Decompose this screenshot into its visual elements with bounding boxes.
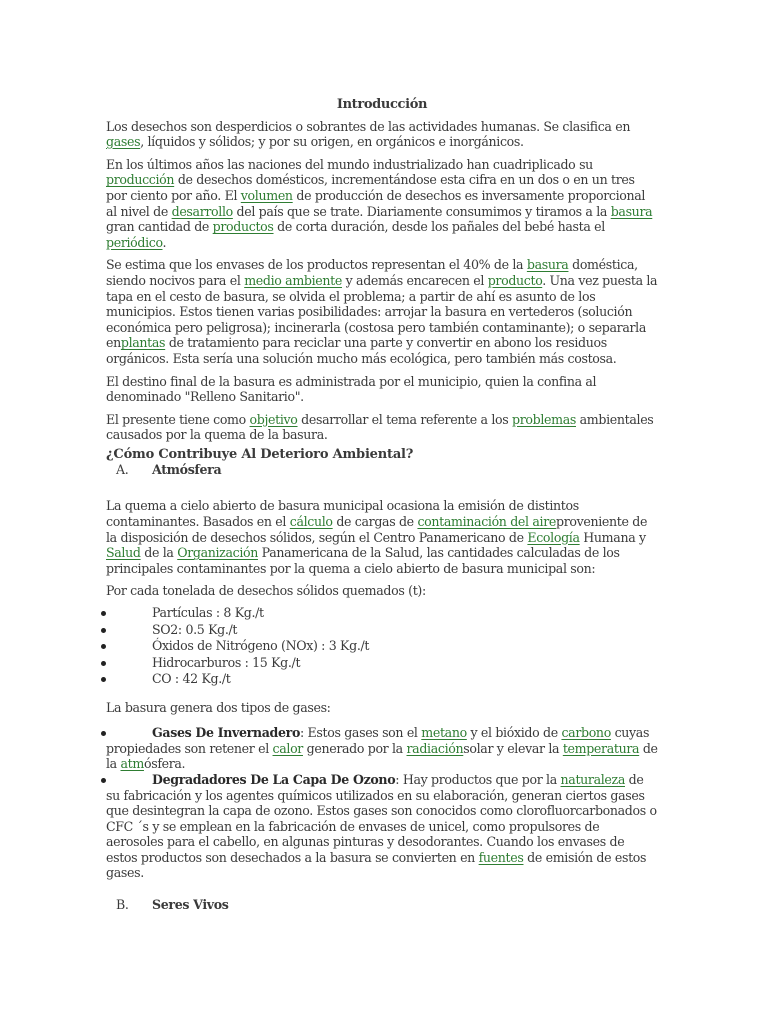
link-producto[interactable]: producto [487, 272, 543, 288]
link-contaminacion-del-aire[interactable]: contaminación del aire [417, 514, 556, 530]
paragraph-objetivo [106, 412, 658, 443]
link-naturaleza[interactable]: naturaleza [560, 771, 625, 787]
list-item [106, 605, 658, 622]
list-item-text: Óxidos de Nitrógeno (NOx) : 3 Kg./t [152, 638, 370, 654]
paragraph-envases [106, 257, 658, 366]
bullet-icon [101, 644, 106, 649]
list-item [106, 671, 658, 688]
text: y además encarecen el [341, 272, 488, 288]
subsection-title: Seres Vivos [152, 897, 229, 913]
list-item-text: Hidrocarburos : 15 Kg./t [152, 654, 301, 670]
text: gran cantidad de [106, 219, 213, 235]
link-problemas[interactable]: problemas [512, 411, 576, 427]
text: El presente tiene como [106, 411, 250, 427]
link-volumen[interactable]: volumen [240, 187, 293, 203]
page-title: Introducción [336, 97, 428, 112]
text: y el bióxido de [466, 725, 562, 741]
link-basura[interactable]: basura [610, 203, 653, 219]
bullet-icon [101, 677, 106, 682]
bullet-icon [101, 661, 106, 666]
text: del país que se trate. Diariamente consumimos y tiramos a la [232, 203, 611, 219]
list-item-text: SO2: 0.5 Kg./t [152, 621, 238, 637]
link-metano[interactable]: metano [421, 725, 467, 741]
emissions-list [106, 605, 658, 688]
text: de la [140, 545, 178, 561]
text: : Hay productos que por la [395, 771, 561, 787]
gas-title: Degradadores De La Capa De Ozono [152, 771, 396, 787]
link-produccion[interactable]: producción [106, 172, 175, 188]
link-gases[interactable]: gases [106, 134, 141, 150]
list-item [106, 622, 658, 639]
text: Se estima que los envases de los productos representan el 40% de la [106, 257, 527, 273]
text: de emisión de estos gases. [106, 849, 647, 881]
paragraph-tonelada: Por cada tonelada de desechos sólidos quemados (t): [106, 583, 426, 599]
bullet-icon [101, 628, 106, 633]
link-calculo[interactable]: cálculo [289, 514, 333, 530]
gas-title: Gases De Invernadero [152, 725, 300, 741]
subsection-seres-vivos [106, 897, 658, 915]
subsection-letter: A. [116, 462, 129, 478]
bullet-icon [101, 731, 106, 736]
text: Panamericana de la Salud, las cantidades calculadas de los principales contaminantes por la quema a cielo abierto de basura municipal son: [106, 545, 620, 576]
text: de tratamiento para reciclar una parte y convertir en abono los residuos orgánicos. Esta sería una solución mucho más ecológica, pero también más costosa. [106, 335, 617, 366]
link-medio-ambiente[interactable]: medio ambiente [244, 272, 342, 288]
text: de corta duración, desde los pañales del bebé hasta el [273, 219, 605, 235]
text: Humana y [579, 529, 646, 545]
bullet-icon [101, 611, 106, 616]
list-item-text: Partículas : 8 Kg./t [152, 605, 264, 621]
text: solar y elevar la [463, 740, 563, 756]
link-carbono[interactable]: carbono [561, 725, 611, 741]
text: de la [106, 740, 658, 772]
text: de cargas de [332, 514, 418, 530]
text: desarrollar el tema referente a los [297, 411, 513, 427]
link-atmosfera[interactable]: atm [120, 756, 144, 772]
text: proveniente de la disposición de desechos sólidos, según el Centro Panamericano de [106, 514, 648, 545]
section-heading: ¿Cómo Contribuye Al Deterioro Ambiental? [106, 446, 414, 462]
link-radiacion[interactable]: radiación [406, 740, 464, 756]
document-body [106, 97, 658, 915]
link-calor[interactable]: calor [272, 740, 303, 756]
list-item [106, 655, 658, 672]
link-fuentes[interactable]: fuentes [478, 849, 524, 865]
text: : Estos gases son el [300, 725, 422, 741]
text: generado por la [302, 740, 407, 756]
paragraph-intro [106, 119, 658, 150]
paragraph-destino: El destino final de la basura es administrada por el municipio, quien la confina al denominado "Relleno Sanitario". [106, 373, 597, 405]
link-desarrollo[interactable]: desarrollo [171, 203, 233, 219]
text: En los últimos años las naciones del mundo industrializado han cuadriplicado su [106, 156, 593, 172]
link-productos[interactable]: productos [212, 219, 274, 235]
link-plantas[interactable]: plantas [120, 335, 166, 351]
link-organizacion[interactable]: Organización [177, 545, 258, 561]
list-item-invernadero [106, 725, 658, 772]
subsection-atmosfera [106, 462, 658, 480]
paragraph-industrial [106, 157, 658, 251]
text: Los desechos son desperdicios o sobrantes de las actividades humanas. Se clasifica en [106, 118, 631, 134]
list-item-text: CO : 42 Kg./t [152, 671, 231, 687]
bullet-icon [101, 778, 106, 783]
link-ecologia[interactable]: Ecología [527, 529, 580, 545]
subsection-title: Atmósfera [152, 462, 222, 478]
list-item-ozono [106, 772, 658, 881]
subsection-letter: B. [116, 897, 129, 913]
text: . Una vez puesta la tapa en el cesto de basura, se olvida el problema; a partir de ahí es asunto de los municipios. Estos tienen varias posibilidades: arrojar la basura en vertederos (solución económica pero peligrosa); incinerarla (costosa pero también contaminante); o separarla en [106, 272, 658, 351]
gas-types-list [106, 725, 658, 881]
link-basura-2[interactable]: basura [526, 257, 569, 273]
text: cuyas propiedades son retener el [106, 725, 650, 756]
spacer [106, 480, 658, 498]
text: ósfera. [143, 756, 186, 772]
text: doméstica, siendo nocivos para el [106, 257, 638, 288]
paragraph-quema [106, 498, 658, 576]
link-objetivo[interactable]: objetivo [249, 411, 298, 427]
text: . [162, 234, 167, 250]
text: La quema a cielo abierto de basura municipal ocasiona la emisión de distintos contaminantes. Basados en el [106, 498, 579, 530]
text: ambientales causados por la quema de la basura. [106, 411, 654, 443]
list-item [106, 638, 658, 655]
text: de desechos domésticos, incrementándose esta cifra en un dos o en un tres por ciento por año. El [106, 172, 635, 203]
text: de producción de desechos es inversamente proporcional al nivel de [106, 187, 646, 219]
paragraph-tipos-gases: La basura genera dos tipos de gases: [106, 699, 331, 715]
link-periodico[interactable]: periódico [106, 234, 163, 250]
link-temperatura[interactable]: temperatura [562, 740, 640, 756]
text: , líquidos y sólidos; y por su origen, en orgánicos e inorgánicos. [140, 134, 524, 150]
link-salud[interactable]: Salud [106, 545, 141, 561]
text: de su fabricación y los agentes químicos utilizados en su elaboración, generan ciertos gases que desintegran la capa de ozono. Estos gases son conocidos como clorofluorcarbonados o CFC ´s y se emplean en la fabricación de envases de unicel, como propulsores de aerosoles para el cabello, en algunas pinturas y desodorantes. Cuando los envases de estos productos son desechados a la basura se convierten en [106, 771, 657, 865]
